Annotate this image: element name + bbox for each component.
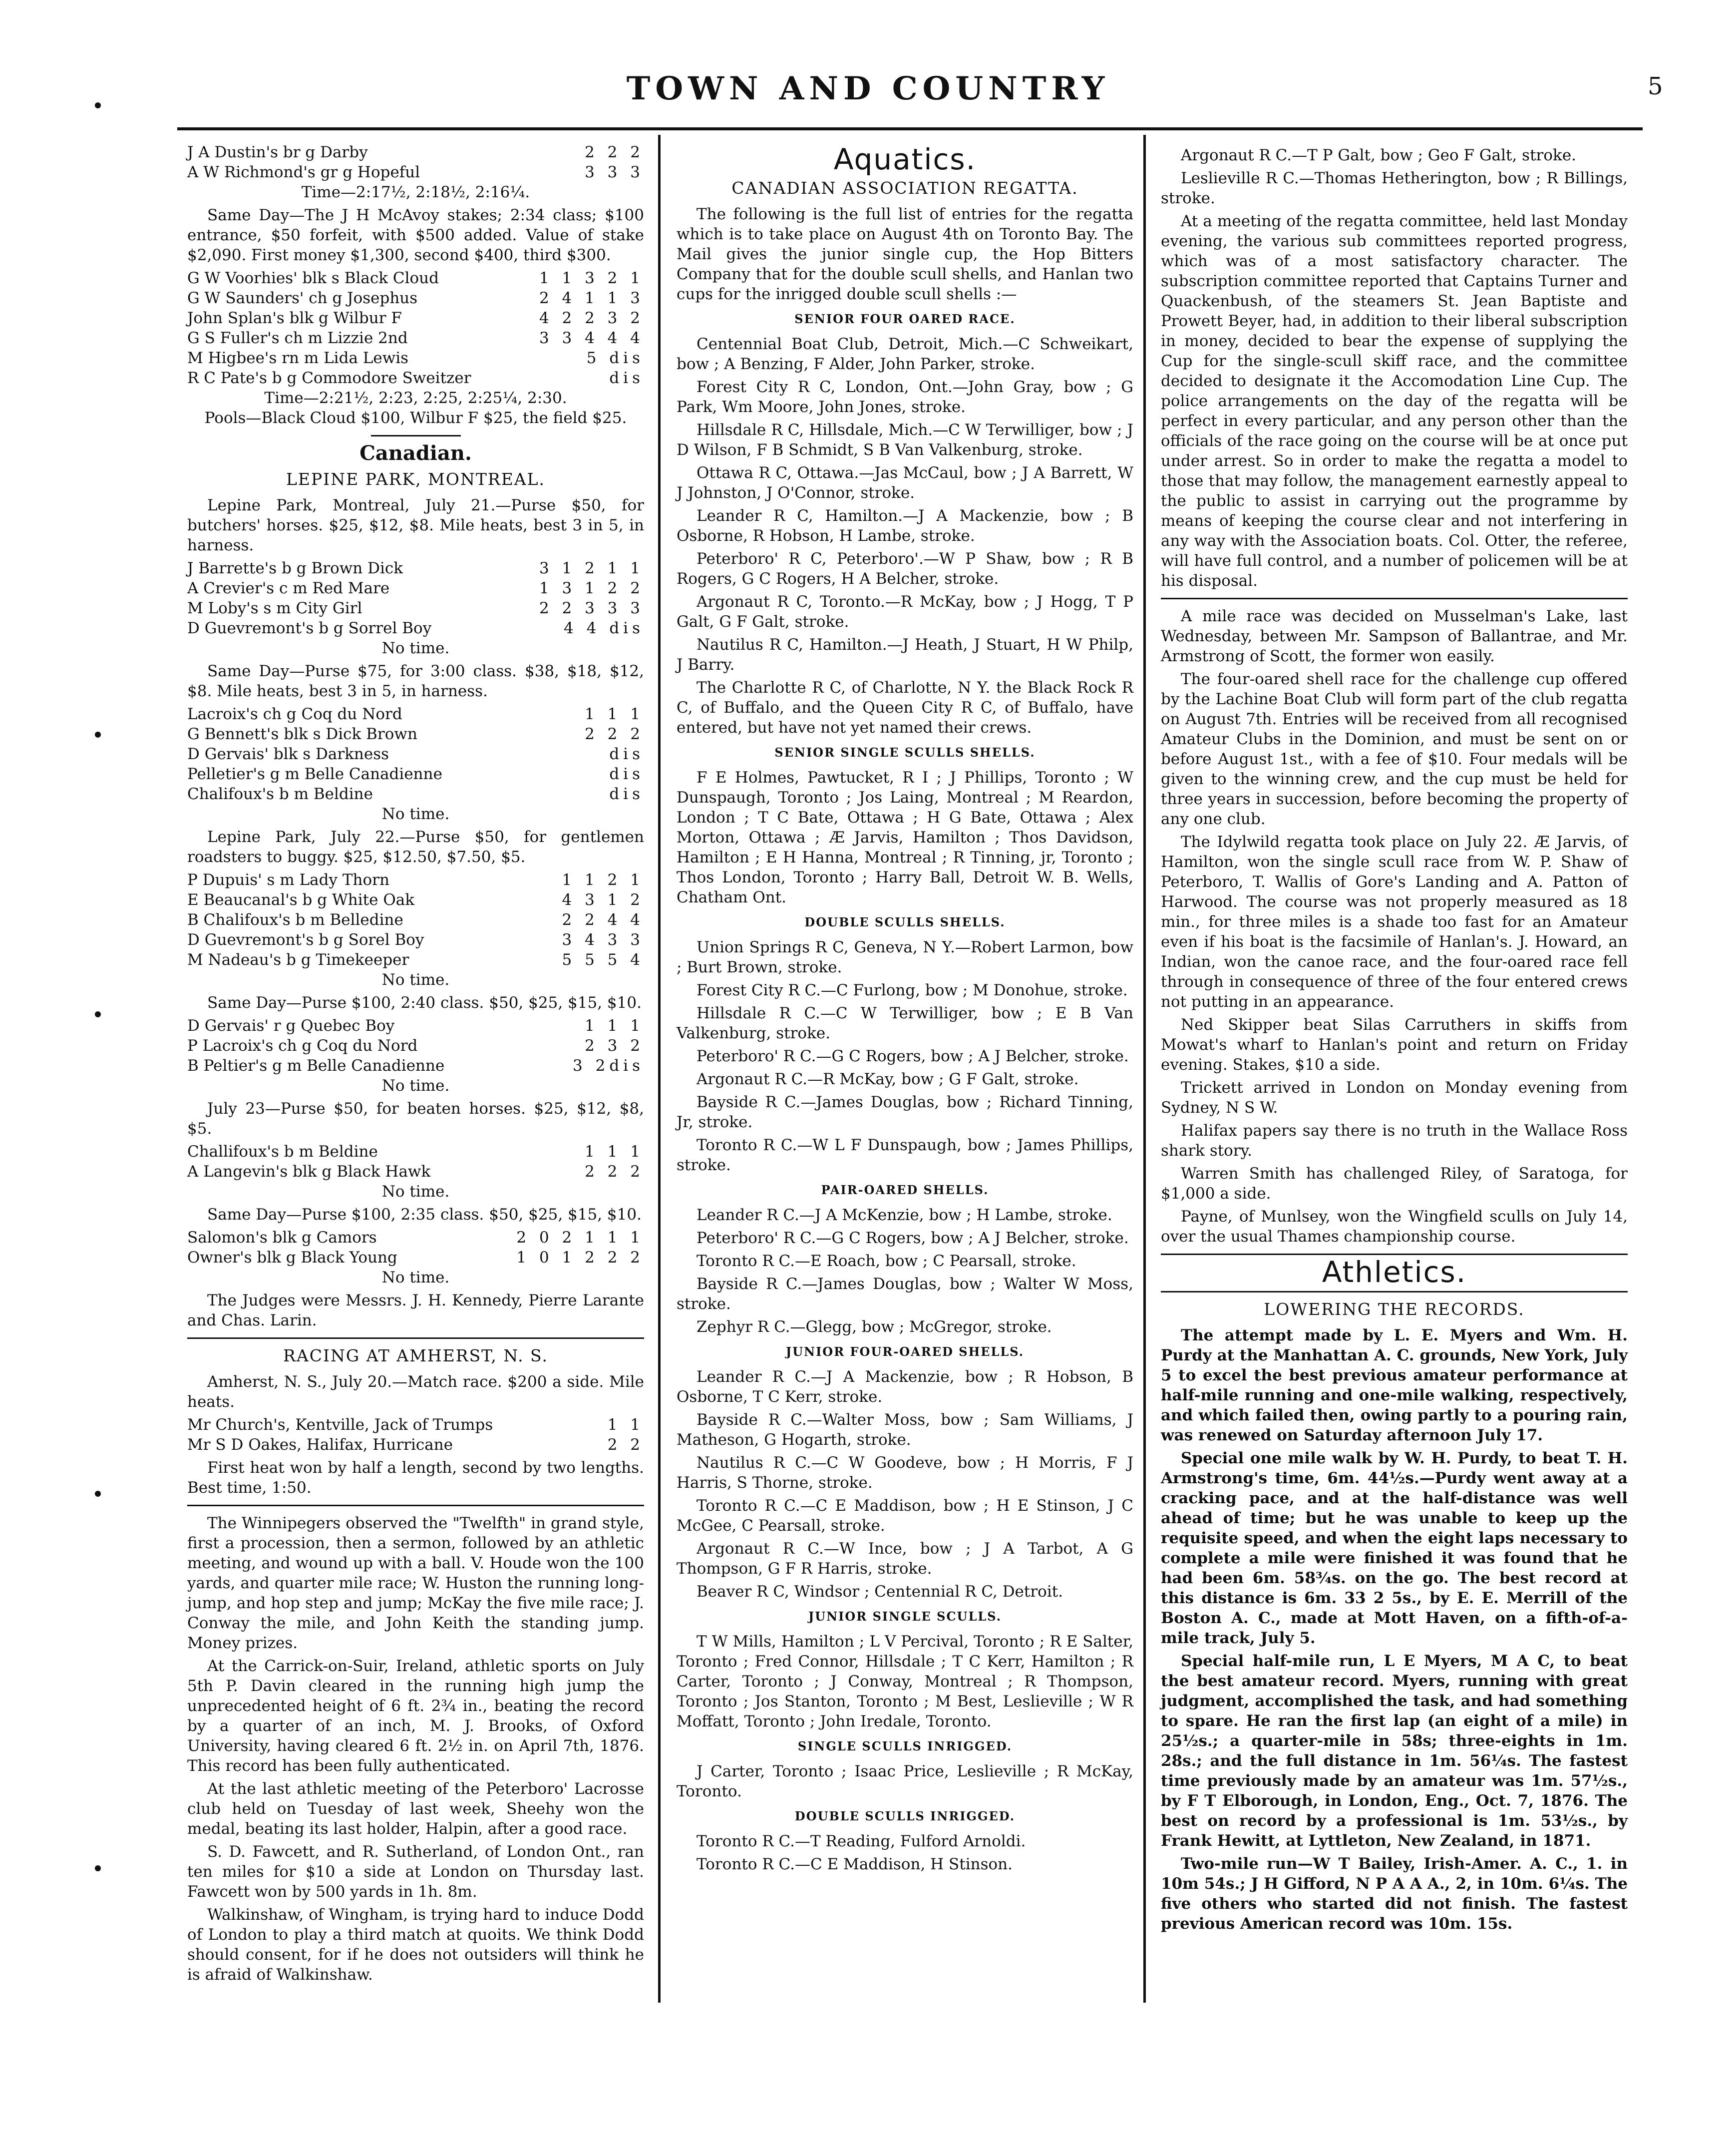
- entry: Nautilus R C, Hamilton.—J Heath, J Stuart, H W Philp, J Barry.: [677, 636, 1133, 674]
- heat-results: 3 4 3 3: [562, 931, 644, 949]
- heat-results: 1 1 1: [585, 1143, 644, 1161]
- column-rule-2: [1143, 135, 1146, 2003]
- result-row: [187, 368, 644, 388]
- heat-results: 2 2 2: [585, 725, 644, 743]
- heat-results: 1 1 2 1: [562, 871, 644, 889]
- result-row: [187, 328, 644, 348]
- result-row: [187, 308, 644, 328]
- race-description: July 23—Purse $50, for beaten horses. $25, $12, $8, $5.: [187, 1100, 644, 1138]
- heat-results: 2 2 3 3 3: [539, 599, 644, 617]
- time-line: Time—2:17½, 2:18½, 2:16¼.: [301, 183, 530, 201]
- event-heading: DOUBLE SCULLS INRIGGED.: [794, 1809, 1016, 1823]
- heat-results: 1 1 1: [585, 705, 644, 723]
- entry: J Carter, Toronto ; Isaac Price, Leslieville ; R McKay, Toronto.: [677, 1762, 1133, 1800]
- result-row: [187, 930, 644, 950]
- judges-note: The Judges were Messrs. J. H. Kennedy, Pierre Larante and Chas. Larin.: [187, 1291, 644, 1329]
- heat-results: 5 5 5 4: [562, 951, 644, 969]
- entry: Union Springs R C, Geneva, N Y.—Robert Larmon, bow ; Burt Brown, stroke.: [677, 938, 1133, 976]
- news-paragraph: The attempt made by L. E. Myers and Wm. H. Purdy at the Manhattan A. C. grounds, New York, July 5 to excel the best previous amateur performance at half-mile running and one-mile walking, respectively, and which failed then, owing partly to a pouring rain, was renewed on Saturday afternoon July 17.: [1161, 1326, 1628, 1444]
- news-paragraph: Halifax papers say there is no truth in the Wallace Ross shark story.: [1161, 1122, 1628, 1160]
- entry: Beaver R C, Windsor ; Centennial R C, Detroit.: [696, 1583, 1063, 1601]
- event-heading: PAIR-OARED SHELLS.: [821, 1183, 989, 1197]
- entry-name: J A Dustin's br g Darby: [187, 143, 368, 161]
- heat-results: 5 dis: [586, 349, 644, 367]
- margin-dot: [95, 732, 101, 738]
- no-time: No time.: [381, 1269, 450, 1286]
- entry-name: P Lacroix's ch g Coq du Nord: [187, 1037, 418, 1055]
- entry: Zephyr R C.—Glegg, bow ; McGregor, stroke.: [696, 1318, 1052, 1336]
- result-row: [187, 598, 644, 618]
- news-paragraph: Trickett arrived in London on Monday evening from Sydney, N S W.: [1161, 1079, 1628, 1117]
- entry: Hillsdale R C, Hillsdale, Mich.—C W Terwilliger, bow ; J D Wilson, F B Schmidt, S B Van Valkenburg, stroke.: [677, 421, 1133, 459]
- column-2: [677, 142, 1133, 1877]
- entry: F E Holmes, Pawtucket, R I ; J Phillips, Toronto ; W Dunspaugh, Toronto ; Jos Laing, Montreal ; M Reardon, London ; T C Bate, Ottawa ; H G Bate, Ottawa ; Alex Morton, Ottawa ; Æ Jarvis, Hamilton ; Thos Davidson, Hamilton ; E H Hanna, Montreal ; R Tinning, jr, Toronto ; Thos London, Toronto ; Harry Ball, Detroit W. B. Wells, Chatham Ont.: [677, 769, 1133, 906]
- event-heading: SINGLE SCULLS INRIGGED.: [797, 1739, 1013, 1753]
- section-heading: Athletics.: [1322, 1255, 1467, 1289]
- entry-name: G Bennett's blk s Dick Brown: [187, 725, 417, 743]
- entry-name: M Loby's s m City Girl: [187, 599, 362, 617]
- race-description: Amherst, N. S., July 20.—Match race. $200 a side. Mile heats.: [187, 1373, 644, 1411]
- no-time: No time.: [381, 1077, 450, 1095]
- column-3: [1161, 142, 1628, 1937]
- entry-name: G S Fuller's ch m Lizzie 2nd: [187, 329, 408, 347]
- entry: Peterboro' R C.—G C Rogers, bow ; A J Belcher, stroke.: [696, 1047, 1129, 1065]
- subsection-heading: LEPINE PARK, MONTREAL.: [286, 469, 546, 489]
- entry-name: Pelletier's g m Belle Canadienne: [187, 765, 442, 783]
- entry: Argonaut R C.—R McKay, bow ; G F Galt, stroke.: [696, 1070, 1079, 1088]
- section-rule: [1161, 598, 1628, 599]
- result-row: [187, 870, 644, 890]
- heat-results: dis: [609, 785, 644, 803]
- result-row: [187, 578, 644, 598]
- entry: Toronto R C.—C E Maddison, H Stinson.: [696, 1855, 1013, 1873]
- result-row: [187, 910, 644, 930]
- heat-results: 1 1 1: [585, 1017, 644, 1035]
- heat-results: 1 1 3 2 1: [539, 269, 644, 287]
- page-number: 5: [1648, 72, 1663, 100]
- heat-results: dis: [609, 369, 644, 387]
- event-heading: JUNIOR SINGLE SCULLS.: [808, 1609, 1002, 1624]
- heat-results: 3 3 3: [585, 163, 644, 181]
- no-time: No time.: [381, 805, 450, 823]
- entry-name: D Guevremont's b g Sorel Boy: [187, 931, 424, 949]
- news-paragraph: Two-mile run—W T Bailey, Irish-Amer. A. C., 1. in 10m 54s.; J H Gifford, N P A A A., 2, in 10m. 6¼s. The five others who started did not finish. The fastest previous American record was 10m. 15s.: [1161, 1855, 1628, 1933]
- heat-results: 1 0 1 2 2 2: [516, 1249, 644, 1267]
- entry: Forest City R C.—C Furlong, bow ; M Donohue, stroke.: [696, 981, 1128, 999]
- event-heading: JUNIOR FOUR-OARED SHELLS.: [785, 1344, 1025, 1359]
- race-description: Lepine Park, July 22.—Purse $50, for gentlemen roadsters to buggy. $25, $12.50, $7.50, $5.: [187, 828, 644, 866]
- race-description: Same Day—Purse $100, 2:35 class. $50, $25, $15, $10.: [207, 1206, 642, 1224]
- event-heading: SENIOR SINGLE SCULLS SHELLS.: [774, 745, 1036, 760]
- entry-name: G W Saunders' ch g Josephus: [187, 289, 418, 307]
- heat-results: 2 3 2: [585, 1037, 644, 1055]
- heat-results: 3 2dis: [573, 1057, 644, 1075]
- result-row: [187, 1415, 644, 1435]
- result-row: [187, 348, 644, 368]
- news-paragraph: The Winnipegers observed the "Twelfth" in grand style, first a procession, then a sermon, followed by an athletic meeting, and wound up with a ball. V. Houde won the 100 yards, and quarter mile race; W. Huston the running long-jump, and hop step and jump; McKay the five mile race; J. Conway the mile, and John Keith the standing jump. Money prizes.: [187, 1514, 644, 1652]
- entry: Argonaut R C.—W Ince, bow ; J A Tarbot, A G Thompson, G F R Harris, stroke.: [677, 1540, 1133, 1578]
- entry-name: Chalifoux's b m Beldine: [187, 785, 373, 803]
- heat-results: 1 1: [607, 1416, 644, 1434]
- event-heading: SENIOR FOUR OARED RACE.: [794, 312, 1016, 326]
- result-row: [187, 162, 644, 182]
- entry: Centennial Boat Club, Detroit, Mich.—C Schweikart, bow ; A Benzing, F Alder, John Parker, stroke.: [677, 335, 1133, 373]
- result-row: [187, 1248, 644, 1268]
- section-rule: [187, 1505, 644, 1506]
- news-paragraph: Payne, of Munlsey, won the Wingfield sculls on July 14, over the usual Thames championship course.: [1161, 1208, 1628, 1246]
- entry-name: A Crevier's c m Red Mare: [187, 579, 390, 597]
- column-1: [187, 142, 644, 1988]
- no-time: No time.: [381, 971, 450, 989]
- entry: Bayside R C.—Walter Moss, bow ; Sam Williams, J Matheson, G Hogarth, stroke.: [677, 1411, 1133, 1449]
- entry: Peterboro' R C, Peterboro'.—W P Shaw, bow ; R B Rogers, G C Rogers, H A Belcher, stroke.: [677, 550, 1133, 588]
- result-row: [187, 1228, 644, 1248]
- heat-results: 4 4 dis: [564, 619, 644, 637]
- news-paragraph: At the Carrick-on-Suir, Ireland, athletic sports on July 5th P. Davin cleared in the running high jump the unprecedented height of 6 ft. 2¾ in., beating the record by a quarter of an inch, M. J. Brooks, of Oxford University, having cleared 6 ft. 2½ in. on April 7th, 1876. This record has been fully authenticated.: [187, 1657, 644, 1775]
- entry: Leslieville R C.—Thomas Hetherington, bow ; R Billings, stroke.: [1161, 169, 1628, 207]
- entry: Ottawa R C, Ottawa.—Jas McCaul, bow ; J A Barrett, W J Johnston, J O'Connor, stroke.: [677, 464, 1133, 502]
- heat-results: 2 2 4 4: [562, 911, 644, 929]
- news-paragraph: Warren Smith has challenged Riley, of Saratoga, for $1,000 a side.: [1161, 1165, 1628, 1203]
- entry: The Charlotte R C, of Charlotte, N Y. the Black Rock R C, of Buffalo, and the Queen City R C, of Buffalo, have entered, but have not yet named their crews.: [677, 679, 1133, 737]
- result-row: [187, 764, 644, 784]
- section-rule: [187, 1337, 644, 1339]
- heat-results: dis: [609, 765, 644, 783]
- entry: Hillsdale R C.—C W Terwilliger, bow ; E B Van Valkenburg, stroke.: [677, 1004, 1133, 1042]
- result-row: [187, 784, 644, 804]
- entry: Toronto R C.—T Reading, Fulford Arnoldi.: [696, 1832, 1026, 1850]
- entry: Argonaut R C.—T P Galt, bow ; Geo F Galt, stroke.: [1181, 146, 1577, 164]
- entry: T W Mills, Hamilton ; L V Percival, Toronto ; R E Salter, Toronto ; Fred Connor, Hillsdale ; T C Kerr, Hamilton ; R Carter, Toronto ; J Conway, Montreal ; R Thompson, Toronto ; Jos Stanton, Toronto ; M Best, Leslieville ; W R Moffatt, Toronto ; John Iredale, Toronto.: [677, 1633, 1133, 1730]
- news-paragraph: S. D. Fawcett, and R. Sutherland, of London Ont., ran ten miles for $10 a side at London on Thursday last. Fawcett won by 500 yards in 1h. 8m.: [187, 1843, 644, 1901]
- no-time: No time.: [381, 1183, 450, 1201]
- news-paragraph: Special one mile walk by W. H. Purdy, to beat T. H. Armstrong's time, 6m. 44½s.—Purdy went away at a cracking pace, and at the half-distance was well ahead of time; but he was unable to keep up the requisite speed, and when the eight laps necessary to complete a mile were finished it was found that he had been 6m. 58¾s. on the go. The best record at this distance is 6m. 33 2 5s., by E. E. Merrill of the Boston A. C., made at Mott Haven, on a fifth-of-a-mile track, July 5.: [1161, 1449, 1628, 1647]
- heat-results: 2 4 1 1 3: [539, 289, 644, 307]
- subsection-heading: RACING AT AMHERST, N. S.: [283, 1346, 548, 1365]
- subsection-heading: LOWERING THE RECORDS.: [1264, 1299, 1525, 1319]
- heat-results: dis: [609, 745, 644, 763]
- heat-results: 4 2 2 3 2: [539, 309, 644, 327]
- entry: Peterboro' R C.—G C Rogers, bow ; A J Belcher, stroke.: [696, 1229, 1129, 1247]
- heat-results: 2 2: [607, 1436, 644, 1454]
- entry: Leander R C, Hamilton.—J A Mackenzie, bow ; B Osborne, R Hobson, H Lambe, stroke.: [677, 507, 1133, 545]
- result-row: [187, 1036, 644, 1056]
- margin-dot: [95, 1011, 101, 1017]
- margin-dot: [95, 1865, 101, 1871]
- entry-name: D Guevremont's b g Sorrel Boy: [187, 619, 432, 637]
- news-paragraph: The four-oared shell race for the challenge cup offered by the Lachine Boat Club will form part of the club regatta on August 7th. Entries will be received from all recognised Amateur Clubs in the Dominion, and must be sent on or before August 1st., with a fee of $10. Four medals will be given to the winning crew, and the cup must be held for three years in succession, before becoming the property of any one club.: [1161, 670, 1628, 828]
- entry: Leander R C.—J A McKenzie, bow ; H Lambe, stroke.: [696, 1206, 1112, 1224]
- section-heading: Canadian.: [359, 441, 472, 465]
- result-row: [187, 744, 644, 764]
- result-row: [187, 950, 644, 970]
- news-paragraph: Walkinshaw, of Wingham, is trying hard to induce Dodd of London to play a third match at quoits. We think Dodd should consent, for if he does not outsiders will think he is afraid of Walkinshaw.: [187, 1906, 644, 1984]
- entry: Bayside R C.—James Douglas, bow ; Walter W Moss, stroke.: [677, 1275, 1133, 1313]
- entry-name: D Gervais' blk s Darkness: [187, 745, 389, 763]
- masthead-rule: [177, 127, 1643, 130]
- result-row: [187, 142, 644, 162]
- section-rule: [1161, 1291, 1628, 1292]
- news-paragraph: Ned Skipper beat Silas Carruthers in skiffs from Mowat's wharf to Hanlan's point and return on Friday evening. Stakes, $10 a side.: [1161, 1016, 1628, 1074]
- margin-dot: [95, 1491, 101, 1497]
- masthead: TOWN AND COUNTRY: [626, 70, 1110, 107]
- race-description: Same Day—The J H McAvoy stakes; 2:34 class; $100 entrance, $50 forfeit, with $500 added. Value of stake $2,090. First money $1,300, second $400, third $300.: [187, 206, 644, 264]
- news-paragraph: The following is the full list of entries for the regatta which is to take place on August 4th on Toronto Bay. The Mail gives the junior single cup, the Hop Bitters Company that for the double scull shells, and Hanlan two cups for the inrigged double scull shells :—: [677, 205, 1133, 303]
- entry-name: Mr S D Oakes, Halifax, Hurricane: [187, 1436, 453, 1454]
- section-heading: Aquatics.: [833, 142, 977, 176]
- news-paragraph: The Idylwild regatta took place on July 22. Æ Jarvis, of Hamilton, won the single scull race from W. P. Shaw of Peterboro, T. Wallis of Gore's Landing and A. Patton of Harwood. The course was not properly measured as 18 min., for three miles is a shade too fast for an Amateur even if his boat is the facsimile of Hanlan's. J. Howard, an Indian, won the canoe race, and the four-oared race fell through in consequence of three of the four entered crews not putting in an appearance.: [1161, 833, 1628, 1011]
- result-row: [187, 1016, 644, 1036]
- result-row: [187, 618, 644, 638]
- entry: Argonaut R C, Toronto.—R McKay, bow ; J Hogg, T P Galt, G F Galt, stroke.: [677, 593, 1133, 631]
- entry-name: J Barrette's b g Brown Dick: [187, 559, 403, 577]
- result-row: [187, 288, 644, 308]
- result-row: [187, 1142, 644, 1162]
- entry: Toronto R C.—W L F Dunspaugh, bow ; James Phillips, stroke.: [677, 1136, 1133, 1174]
- entry-name: Lacroix's ch g Coq du Nord: [187, 705, 402, 723]
- entry: Toronto R C.—C E Maddison, bow ; H E Stinson, J C McGee, C Pearsall, stroke.: [677, 1497, 1133, 1535]
- heat-results: 3 3 4 4 4: [539, 329, 644, 347]
- result-row: [187, 1162, 644, 1182]
- result-row: [187, 724, 644, 744]
- entry-name: Salomon's blk g Camors: [187, 1229, 377, 1247]
- entry-name: A W Richmond's gr g Hopeful: [187, 163, 420, 181]
- news-paragraph: At the last athletic meeting of the Peterboro' Lacrosse club held on Tuesday of last week, Sheehy won the medal, beating its last holder, Halpin, after a good race.: [187, 1780, 644, 1838]
- entry: Toronto R C.—E Roach, bow ; C Pearsall, stroke.: [696, 1252, 1076, 1270]
- race-description: Same Day—Purse $100, 2:40 class. $50, $25, $15, $10.: [207, 994, 642, 1012]
- pools-line: Pools—Black Cloud $100, Wilbur F $25, the field $25.: [204, 409, 627, 427]
- entry-name: Owner's blk g Black Young: [187, 1249, 397, 1267]
- no-time: No time.: [381, 639, 450, 657]
- entry-name: Mr Church's, Kentville, Jack of Trumps: [187, 1416, 493, 1434]
- entry-name: R C Pate's b g Commodore Sweitzer: [187, 369, 471, 387]
- entry-name: M Nadeau's b g Timekeeper: [187, 951, 409, 969]
- entry-name: E Beaucanal's b g White Oak: [187, 891, 415, 909]
- subsection-heading: CANADIAN ASSOCIATION REGATTA.: [731, 178, 1078, 198]
- result-row: [187, 890, 644, 910]
- event-heading: DOUBLE SCULLS SHELLS.: [804, 915, 1006, 929]
- entry-name: B Peltier's g m Belle Canadienne: [187, 1057, 445, 1075]
- result-row: [187, 268, 644, 288]
- entry-name: P Dupuis' s m Lady Thorn: [187, 871, 389, 889]
- heat-results: 2 2 2: [585, 143, 644, 161]
- heat-results: 1 3 1 2 2: [539, 579, 644, 597]
- result-row: [187, 1435, 644, 1455]
- entry: Bayside R C.—James Douglas, bow ; Richard Tinning, Jr, stroke.: [677, 1093, 1133, 1131]
- entry-name: John Splan's blk g Wilbur F: [187, 309, 402, 327]
- result-row: [187, 1056, 644, 1076]
- heat-results: 3 1 2 1 1: [539, 559, 644, 577]
- news-paragraph: At a meeting of the regatta committee, held last Monday evening, the various sub committees reported progress, which was of a most satisfactory character. The subscription committee reported that Captains Turner and Quackenbush, of the steamers St. Jean Baptiste and Prowett Beyer, had, in addition to their liberal subscription in money, decided to bear the expense of supplying the Cup for the single-scull skiff race, and the committee decided to designate it the Accomodation Line Cup. The police arrangements on the day of the regatta will be perfect in every particular, and any person other than the officials of the race going on the course will be at once put under arrest. So in order to make the regatta a model to those that may follow, the management earnestly appeal to the public to assist in carrying out the programme by means of keeping the course clear and not interfering in any way with the Association boats. Col. Otter, the referee, will have full control, and a number of policemen will be at his disposal.: [1161, 212, 1628, 590]
- heat-results: 4 3 1 2: [562, 891, 644, 909]
- entry: Leander R C.—J A Mackenzie, bow ; R Hobson, B Osborne, T C Kerr, stroke.: [677, 1368, 1133, 1406]
- section-divider: [371, 435, 461, 436]
- news-paragraph: A mile race was decided on Musselman's Lake, last Wednesday, between Mr. Sampson of Ballantrae, and Mr. Armstrong of Scott, the former won easily.: [1161, 607, 1628, 665]
- race-note: First heat won by half a length, second by two lengths. Best time, 1:50.: [187, 1459, 644, 1497]
- entry-name: A Langevin's blk g Black Hawk: [187, 1163, 431, 1181]
- entry: Forest City R C, London, Ont.—John Gray, bow ; G Park, Wm Moore, John Jones, stroke.: [677, 378, 1133, 416]
- entry-name: D Gervais' r g Quebec Boy: [187, 1017, 395, 1035]
- heat-results: 2 0 2 1 1 1: [516, 1229, 644, 1247]
- heat-results: 2 2 2: [585, 1163, 644, 1181]
- entry-name: M Higbee's rn m Lida Lewis: [187, 349, 409, 367]
- column-rule-1: [658, 135, 661, 2003]
- margin-dot: [95, 102, 101, 108]
- entry-name: Challifoux's b m Beldine: [187, 1143, 378, 1161]
- news-paragraph: Special half-mile run, L E Myers, M A C, to beat the best amateur record. Myers, running with great judgment, accomplished the task, and had something to spare. He ran the first lap (an eight of a mile) in 25½s.; a quarter-mile in 58s; three-eights in 1m. 28s.; and the full distance in 1m. 56¼s. The fastest time previously made by an amateur was 1m. 57½s., by F T Elborough, in London, Eng., Oct. 7, 1876. The best on record by a professional is 1m. 53½s., by Frank Hewitt, at Lyttleton, New Zealand, in 1871.: [1161, 1652, 1628, 1850]
- time-line: Time—2:21½, 2:23, 2:25, 2:25¼, 2:30.: [264, 389, 567, 407]
- entry: Nautilus R C.—C W Goodeve, bow ; H Morris, F J Harris, S Thorne, stroke.: [677, 1454, 1133, 1492]
- result-row: [187, 558, 644, 578]
- entry-name: B Chalifoux's b m Belledine: [187, 911, 403, 929]
- race-description: Same Day—Purse $75, for 3:00 class. $38, $18, $12, $8. Mile heats, best 3 in 5, in harness.: [187, 662, 644, 700]
- result-row: [187, 704, 644, 724]
- entry-name: G W Voorhies' blk s Black Cloud: [187, 269, 439, 287]
- race-description: Lepine Park, Montreal, July 21.—Purse $50, for butchers' horses. $25, $12, $8. Mile heats, best 3 in 5, in harness.: [187, 496, 644, 554]
